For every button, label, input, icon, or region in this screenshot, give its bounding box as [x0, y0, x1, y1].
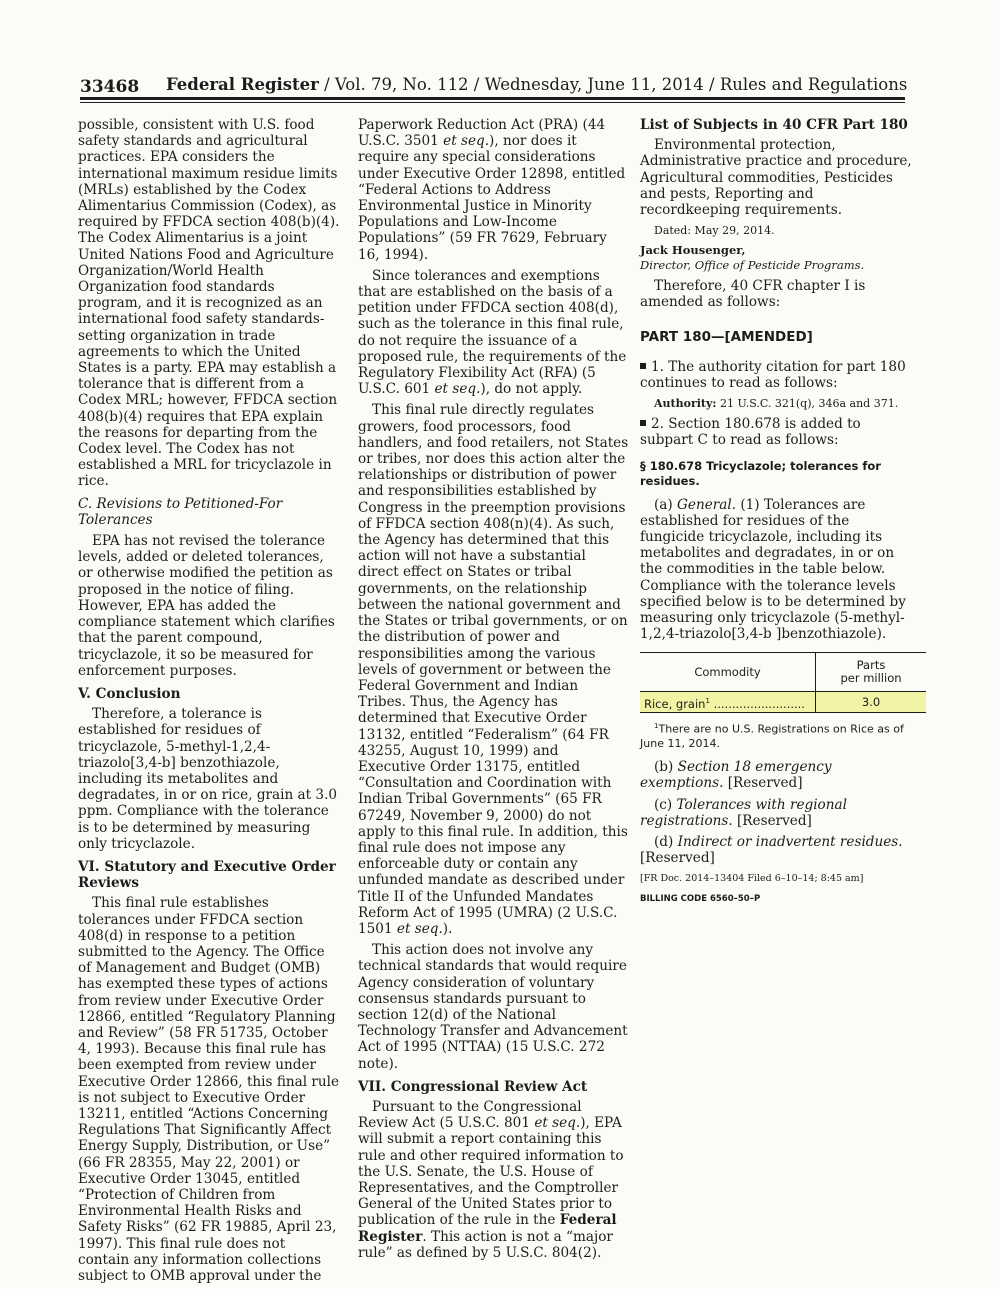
paragraph: This action does not involve any technical standards that would require Agency consideration of voluntary consensus standards pursuant to section 12(d) of the National Technology Transfer and Advancement Act of 1995 (NTTAA) (15 U.S.C. 272 note).	[358, 942, 628, 1072]
issue-info: / Vol. 79, No. 112 / Wednesday, June 11, 2014 / Rules and Regulations	[318, 75, 908, 94]
paragraph-general: (a) General. (1) Tolerances are established for residues of the fungicide tricyclazole, including its metabolites and degradates, in or on the commodities in the table below. Compliance with the tolerance levels specified below is to be determined by measuring only tricyclazole (5-methyl-1,2,4-triazolo[3,4-b ]benzothiazole).	[640, 496, 906, 643]
paragraph: This final rule establishes tolerances under FFDCA section 408(d) in response to a petition submitted to the Agency. The Office of Management and Budget (OMB) has exempted these types of actions from review under Executive Order 12866, entitled “Regulatory Planning and Review” (58 FR 51735, October 4, 1993). Because this final rule has been exempted from review under Executive Order 12866, this final rule is not subject to Executive Order 13211, entitled “Actions Concerning Regulations That Significantly Affect Energy Supply, Distribution, or Use” (66 FR 28355, May 22, 2001) or Executive Order 13045, entitled “Protection of Children from Environmental Health Risks and Safety Risks” (62 FR 19885, April 23, 1997). This final rule does not contain any information collections subject to OMB approval under the	[78, 895, 340, 1285]
cell-ppm-value: 3.0	[816, 692, 927, 713]
table-header-row	[640, 653, 926, 692]
column-header-commodity: Commodity	[640, 653, 816, 692]
publication-title	[166, 75, 907, 94]
subjects-paragraph: Environmental protection, Administrative practice and procedure, Agricultural commodities, Pesticides and pests, Reporting and recordkeeping requirements.	[640, 137, 912, 219]
paragraph: Pursuant to the Congressional Review Act (5 U.S.C. 801 et seq.), EPA will submit a report containing this rule and other required information to the U.S. Senate, the U.S. House of Representatives, and the Comptroller General of the United States prior to publication of the rule in the Federal Register. This action is not a “major rule” as defined by 5 U.S.C. 804(2).	[358, 1098, 624, 1261]
bullet-square-icon	[640, 420, 646, 426]
paragraph: EPA has not revised the tolerance levels, added or deleted tolerances, or otherwise modified the petition as proposed in the notice of filing. However, EPA has added the compliance statement which clarifies that the parent compound, tricyclazole, it so be measured for enforcement purposes.	[78, 533, 335, 679]
tolerance-table	[640, 652, 926, 713]
heading-statutory-reviews: VI. Statutory and Executive Order Reviews	[78, 858, 336, 892]
authority-citation: Authority: 21 U.S.C. 321(q), 346a and 371.	[654, 397, 899, 411]
paragraph: possible, consistent with U.S. food safety standards and agricultural practices. EPA considers the international maximum residue limits (MRLs) established by the Codex Alimentarius Commission (Codex), as required by FFDCA section 408(b)(4). The Codex Alimentarius is a joint United Nations Food and Agriculture Organization/World Health Organization food standards program, and it is recognized as an international food safety standards-setting organization in trade agreements to which the United States is a party. EPA may establish a tolerance that is different from a Codex MRL; however, FFDCA section 408(b)(4) requires that EPA explain the reasons for departing from the Codex level. The Codex has not established a MRL for tricyclazole in rice.	[78, 117, 340, 490]
paragraph: Therefore, 40 CFR chapter I is amended as follows:	[640, 278, 866, 311]
paragraph-indirect: (d) Indirect or inadvertent residues. [Reserved]	[640, 833, 903, 867]
column-2	[358, 117, 630, 1266]
billing-code: BILLING CODE 6560–50–P	[640, 894, 761, 905]
paragraph: This final rule directly regulates growers, food processors, food handlers, and food retailers, not States or tribes, nor does this action alter the relationships or distribution of power and responsibilities established by Congress in the preemption provisions of FFDCA section 408(n)(4). As such, the Agency has determined that this action will not have a substantial direct effect on States or tribal governments, on the relationship between the national government and the States or tribal governments, or on the distribution of power and responsibilities among the various levels of government or between the Federal Government and Indian Tribes. Thus, the Agency has determined that Executive Order 13132, entitled “Federalism” (64 FR 43255, August 10, 1999) and Executive Order 13175, entitled “Consultation and Coordination with Indian Tribal Governments” (65 FR 67249, November 9, 2000) do not apply to this final rule. In addition, this final rule does not impose any enforceable duty or contain any unfunded mandate as described under Title II of the Unfunded Mandates Reform Act of 1995 (UMRA) (2 U.S.C. 1501 et seq.).	[358, 402, 629, 937]
header-rule-thin	[80, 102, 905, 103]
dated-line: Dated: May 29, 2014.	[654, 224, 775, 238]
paragraph-section-18: (b) Section 18 emergency exemptions. [Reserved]	[640, 759, 832, 792]
paragraph: Paperwork Reduction Act (PRA) (44 U.S.C. 3501 et seq.), nor does it require any special considerations under Executive Order 12898, entitled “Federal Actions to Address Environmental Justice in Minority Populations and Low-Income Populations” (59 FR 7629, February 16, 1994).	[358, 117, 626, 263]
heading-congressional-review: VII. Congressional Review Act	[358, 1078, 588, 1095]
paragraph: Since tolerances and exemptions that are established on the basis of a petition under FFDCA section 408(d), such as the tolerance in this final rule, do not require the issuance of a proposed rule, the requirements of the Regulatory Flexibility Act (RFA) (5 U.S.C. 601 et seq.), do not apply.	[358, 267, 627, 398]
table-footnote: $^1$There are no U.S. Registrations on Rice as of June 11, 2014.	[640, 722, 904, 751]
fr-doc-line: [FR Doc. 2014–13404 Filed 6–10–14; 8:45 am]	[640, 873, 864, 885]
subheading-revisions: C. Revisions to Petitioned-For Tolerances	[78, 495, 283, 528]
cell-commodity: Rice, grain$^1$ .........................	[640, 692, 816, 713]
signer-name: Jack Housenger,	[640, 243, 746, 258]
column-header-ppm: Parts per million	[816, 653, 927, 692]
paragraph-regional: (c) Tolerances with regional registrations. [Reserved]	[640, 796, 847, 829]
header-rule-thick	[80, 97, 905, 100]
column-3	[640, 117, 912, 913]
signer-title: Director, Office of Pesticide Programs.	[640, 258, 865, 273]
paragraph: Therefore, a tolerance is established for residues of tricyclazole, 5-methyl-1,2,4-triazolo[3,4-b] benzothiazole, including its metabolites and degradates, in or on rice, grain at 3.0 ppm. Compliance with the tolerance is to be determined by measuring only tricyclazole.	[78, 706, 338, 852]
section-heading: § 180.678 Tricyclazole; tolerances for residues.	[640, 458, 881, 488]
heading-conclusion: V. Conclusion	[78, 685, 181, 702]
page-number: 33468	[80, 77, 140, 97]
amendment-item-1: 1. The authority citation for part 180 continues to read as follows:	[640, 358, 906, 392]
table-row	[640, 692, 926, 713]
heading-list-of-subjects: List of Subjects in 40 CFR Part 180	[640, 117, 908, 133]
bullet-square-icon	[640, 363, 646, 369]
publication-name: Federal Register	[166, 75, 319, 94]
part-heading: PART 180—[AMENDED]	[640, 328, 813, 345]
column-1	[78, 117, 340, 1289]
amendment-item-2: 2. Section 180.678 is added to subpart C to read as follows:	[640, 416, 861, 449]
